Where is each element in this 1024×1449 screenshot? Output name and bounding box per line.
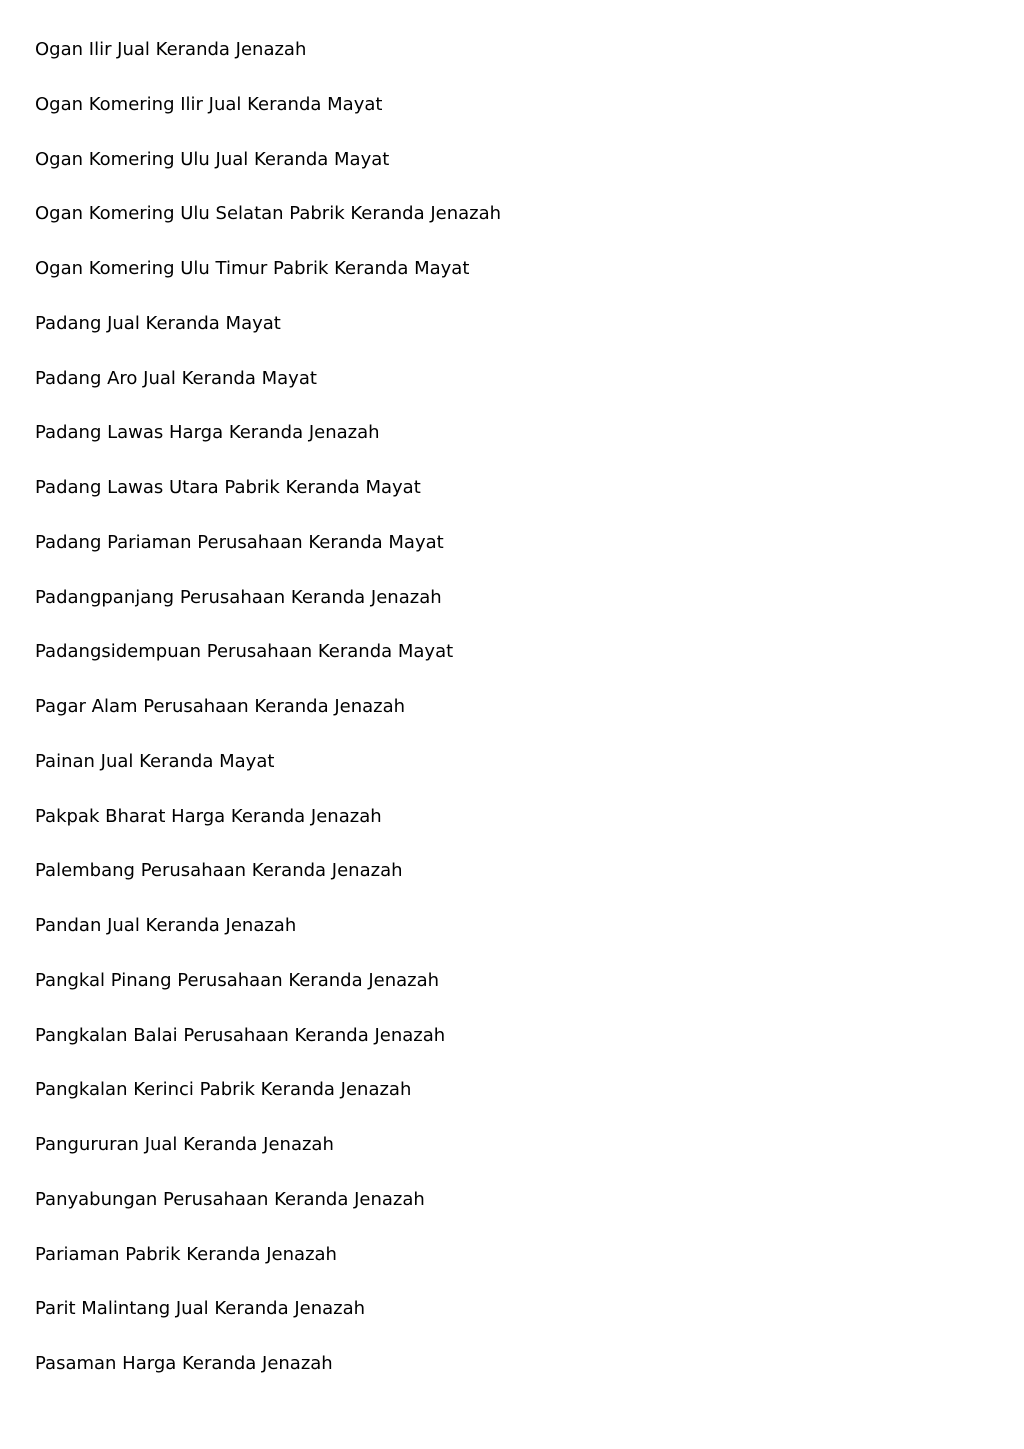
list-item: Ogan Komering Ilir Jual Keranda Mayat <box>35 93 383 115</box>
list-item: Pariaman Pabrik Keranda Jenazah <box>35 1243 337 1265</box>
list-item: Ogan Komering Ulu Jual Keranda Mayat <box>35 148 390 170</box>
list-item: Padang Lawas Harga Keranda Jenazah <box>35 422 380 444</box>
location-list <box>35 36 501 1405</box>
list-item: Padangpanjang Perusahaan Keranda Jenazah <box>35 586 442 608</box>
list-item: Palembang Perusahaan Keranda Jenazah <box>35 860 403 882</box>
list-item: Padang Pariaman Perusahaan Keranda Mayat <box>35 531 444 553</box>
list-item: Padang Jual Keranda Mayat <box>35 312 281 334</box>
list-item: Ogan Ilir Jual Keranda Jenazah <box>35 39 307 60</box>
list-item: Painan Jual Keranda Mayat <box>35 750 275 772</box>
list-item: Padang Aro Jual Keranda Mayat <box>35 367 317 389</box>
list-item: Padang Lawas Utara Pabrik Keranda Mayat <box>35 477 421 498</box>
list-item: Pandan Jual Keranda Jenazah <box>35 915 297 936</box>
list-item: Ogan Komering Ulu Timur Pabrik Keranda Mayat <box>35 258 470 279</box>
list-item: Pangkalan Kerinci Pabrik Keranda Jenazah <box>35 1079 412 1101</box>
list-item: Pakpak Bharat Harga Keranda Jenazah <box>35 805 382 827</box>
list-item: Panyabungan Perusahaan Keranda Jenazah <box>35 1188 425 1210</box>
list-item: Pangkal Pinang Perusahaan Keranda Jenazah <box>35 969 440 991</box>
list-item: Pangururan Jual Keranda Jenazah <box>35 1134 334 1155</box>
list-item: Ogan Komering Ulu Selatan Pabrik Keranda Jenazah <box>35 203 502 225</box>
list-item: Pagar Alam Perusahaan Keranda Jenazah <box>35 696 406 717</box>
list-item: Pangkalan Balai Perusahaan Keranda Jenazah <box>35 1024 446 1046</box>
list-item: Pasaman Harga Keranda Jenazah <box>35 1353 333 1374</box>
list-item: Parit Malintang Jual Keranda Jenazah <box>35 1298 366 1320</box>
list-item: Padangsidempuan Perusahaan Keranda Mayat <box>35 641 454 663</box>
